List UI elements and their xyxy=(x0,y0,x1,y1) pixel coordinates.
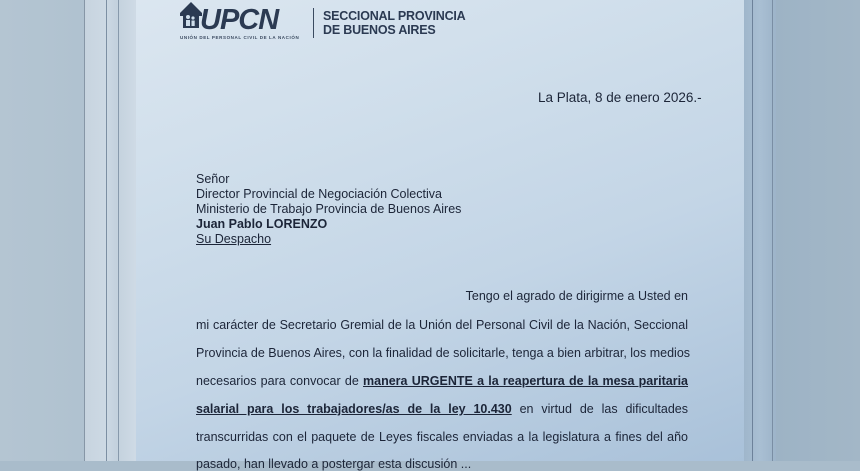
law-reference-emphasis: salarial para los trabajadores/as de la ley 10.430 xyxy=(196,402,512,416)
body-line-5-text: en virtud de las dificultades xyxy=(511,402,688,416)
body-line-7-partial: pasado, han llevado a postergar esta discusión ... xyxy=(196,457,472,471)
date-line: La Plata, 8 de enero 2026.- xyxy=(538,90,702,105)
letter-page xyxy=(136,0,744,471)
recipient-block xyxy=(196,172,461,247)
seccional-name xyxy=(323,9,466,37)
body-line-4-text: necesarios para convocar de xyxy=(196,374,364,388)
seccional-line-2: DE BUENOS AIRES xyxy=(323,23,436,37)
body-line-1: Tengo el agrado de dirigirme a Usted en xyxy=(465,289,688,303)
recipient-ministry: Ministerio de Trabajo Provincia de Buenos Aires xyxy=(196,202,462,216)
logo-wordmark: UPCN xyxy=(200,4,279,36)
urgent-request-emphasis: manera URGENTE a la reapertura de la mesa paritaria xyxy=(363,374,689,388)
recipient-name: Juan Pablo LORENZO xyxy=(196,217,328,231)
logo-divider xyxy=(313,8,314,38)
background-right xyxy=(776,0,860,461)
recipient-title: Director Provincial de Negociación Colectiva xyxy=(196,187,442,201)
body-line-2: mi carácter de Secretario Gremial de la Unión del Personal Civil de la Nación, Seccional xyxy=(196,318,688,332)
recipient-closing: Su Despacho xyxy=(196,232,272,246)
house-family-icon xyxy=(180,2,202,28)
seccional-line-1: SECCIONAL PROVINCIA xyxy=(323,9,466,23)
stacked-paper-edges-left xyxy=(84,0,137,461)
body-line-6: transcurridas con el paquete de Leyes fiscales enviadas a la legislatura a fines del año xyxy=(196,430,688,444)
salutation: Señor xyxy=(196,172,230,186)
body-line-4 xyxy=(196,374,688,388)
background-left xyxy=(0,0,84,461)
logo-subtitle: UNIÓN DEL PERSONAL CIVIL DE LA NACIÓN xyxy=(180,35,300,40)
body-line-5 xyxy=(196,402,688,416)
stacked-paper-edges-right xyxy=(744,0,776,461)
body-line-3: Provincia de Buenos Aires, con la finalidad de solicitarle, tenga a bien arbitrar, los medios xyxy=(196,346,691,360)
